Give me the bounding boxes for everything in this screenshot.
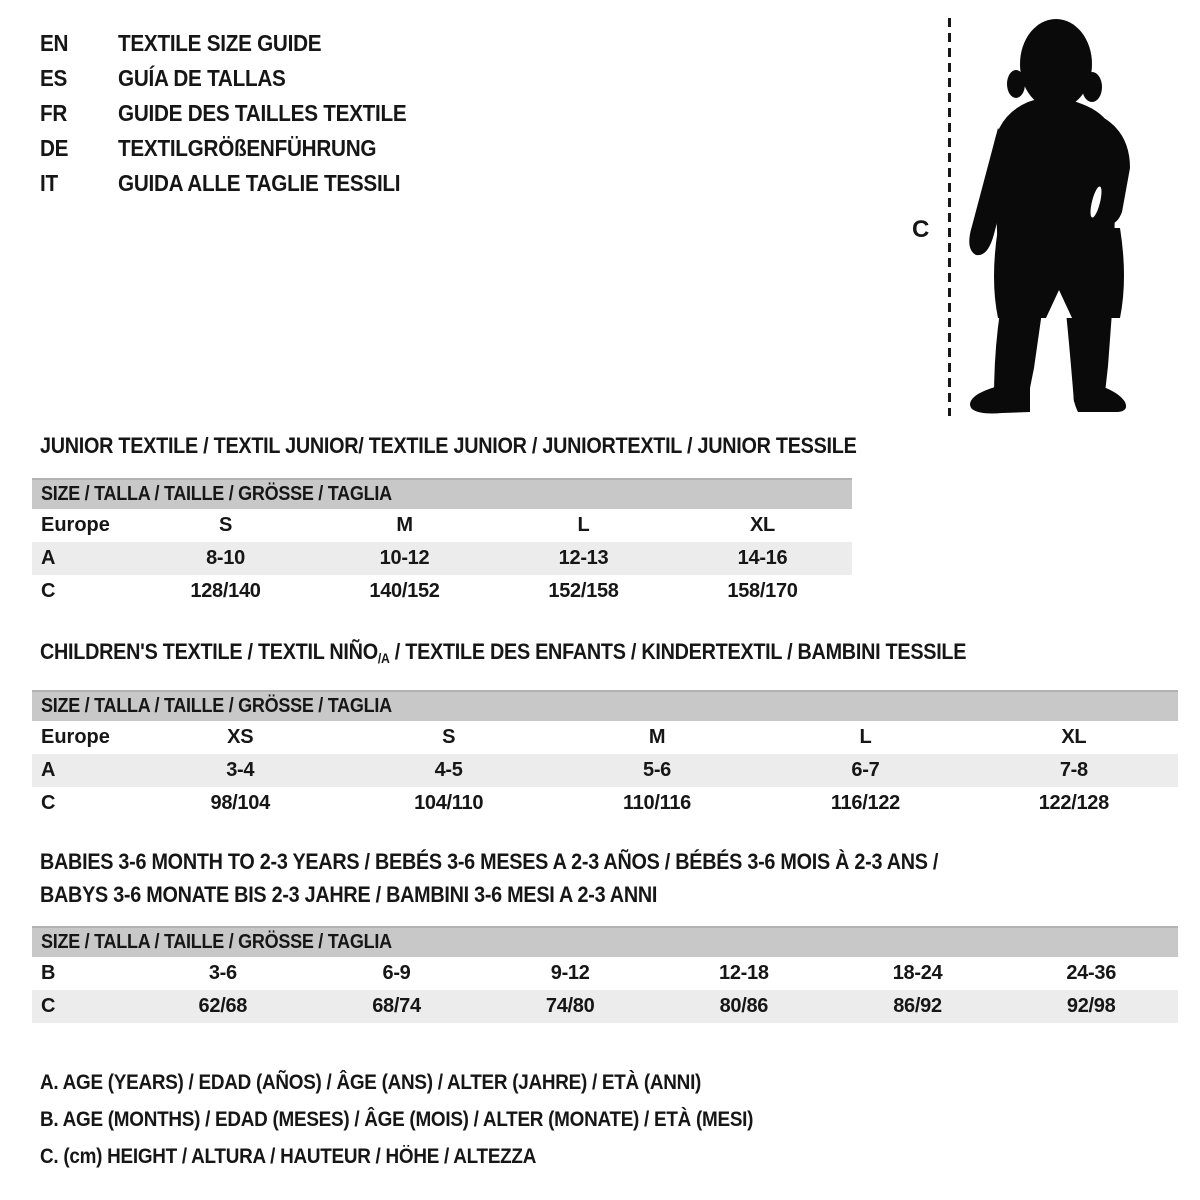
children-table-rows xyxy=(32,721,1178,820)
height-c-label: C xyxy=(912,216,930,243)
size-cell: 7-8 xyxy=(1059,759,1088,781)
size-cell: 128/140 xyxy=(190,580,261,602)
row-label: A xyxy=(41,759,56,781)
size-cell: 10-12 xyxy=(379,547,430,569)
babies-title-line-2-text: BABYS 3-6 MONATE BIS 2-3 JAHRE / BAMBINI 3-6 MESI A 2-3 ANNI xyxy=(40,882,658,907)
size-cell: 4-5 xyxy=(434,759,463,781)
language-title: GUIDA ALLE TAGLIE TESSILI xyxy=(118,170,401,196)
size-cell: 86/92 xyxy=(893,995,942,1017)
legend-line-a-text: A. AGE (YEARS) / EDAD (AÑOS) / ÂGE (ANS) / ALTER (JAHRE) / ETÀ (ANNI) xyxy=(40,1071,702,1094)
legend-line-a xyxy=(40,1064,832,1101)
language-row xyxy=(40,96,439,131)
table-row xyxy=(32,542,852,575)
size-cell: 158/170 xyxy=(727,580,798,602)
babies-size-header-bar xyxy=(32,926,1178,957)
size-cell: XS xyxy=(227,726,254,748)
table-row xyxy=(32,787,1178,820)
children-section-title xyxy=(40,639,1069,666)
row-label: C xyxy=(41,792,56,814)
children-size-header-bar xyxy=(32,690,1178,721)
size-cell: L xyxy=(859,726,872,748)
size-cell: 98/104 xyxy=(210,792,270,814)
table-row xyxy=(32,754,1178,787)
size-cell: 140/152 xyxy=(369,580,440,602)
babies-title-line-1 xyxy=(40,845,1038,878)
legend-line-b xyxy=(40,1101,832,1138)
size-header-text: SIZE / TALLA / TAILLE / GRÖSSE / TAGLIA xyxy=(41,483,392,505)
legend xyxy=(40,1064,832,1175)
size-cell: 152/158 xyxy=(548,580,619,602)
children-size-table xyxy=(32,690,1178,820)
row-label: C xyxy=(41,580,56,602)
size-cell: 110/116 xyxy=(623,792,692,814)
size-cell: 122/128 xyxy=(1038,792,1109,814)
children-title-suffix: / TEXTILE DES ENFANTS / KINDERTEXTIL / BAMBINI TESSILE xyxy=(389,639,967,664)
junior-size-header-bar xyxy=(32,478,852,509)
row-label: Europe xyxy=(41,514,110,536)
size-cell: 62/68 xyxy=(198,995,248,1017)
size-cell: 12-13 xyxy=(558,547,609,569)
size-cell: 3-6 xyxy=(208,962,237,984)
language-title: TEXTILE SIZE GUIDE xyxy=(118,30,322,56)
size-cell: XL xyxy=(750,514,775,536)
size-cell: 116/122 xyxy=(830,792,900,814)
size-header-text: SIZE / TALLA / TAILLE / GRÖSSE / TAGLIA xyxy=(41,931,392,953)
row-label: A xyxy=(41,547,56,569)
height-measure-dashed-line xyxy=(948,18,951,416)
language-code: ES xyxy=(40,65,68,91)
size-cell: M xyxy=(396,514,413,536)
row-label: C xyxy=(41,995,56,1017)
language-row xyxy=(40,26,439,61)
language-row xyxy=(40,166,439,201)
babies-title-line-2 xyxy=(40,878,1038,911)
language-code: EN xyxy=(40,30,69,56)
table-row xyxy=(32,575,852,608)
children-title-subscript: /A xyxy=(377,650,390,666)
babies-section-title xyxy=(40,845,1038,911)
language-row xyxy=(40,61,439,96)
language-title: GUIDE DES TAILLES TEXTILE xyxy=(118,100,407,126)
size-cell: 92/98 xyxy=(1066,995,1116,1017)
babies-title-line-1-text: BABIES 3-6 MONTH TO 2-3 YEARS / BEBÉS 3-6 MESES A 2-3 AÑOS / BÉBÉS 3-6 MOIS À 2-3 ANS / xyxy=(40,849,939,874)
size-cell: 68/74 xyxy=(372,995,421,1017)
size-cell: 24-36 xyxy=(1066,962,1117,984)
size-cell: XL xyxy=(1061,726,1087,748)
table-row xyxy=(32,721,1178,754)
toddler-silhouette-icon xyxy=(962,16,1146,418)
language-list xyxy=(40,26,439,201)
junior-table-rows xyxy=(32,509,852,608)
language-code: DE xyxy=(40,135,69,161)
junior-section-title-text: JUNIOR TEXTILE / TEXTIL JUNIOR/ TEXTILE JUNIOR / JUNIORTEXTIL / JUNIOR TESSILE xyxy=(40,433,857,458)
language-title: GUÍA DE TALLAS xyxy=(118,65,286,91)
language-row xyxy=(40,131,439,166)
legend-line-b-text: B. AGE (MONTHS) / EDAD (MESES) / ÂGE (MOIS) / ALTER (MONATE) / ETÀ (MESI) xyxy=(40,1108,754,1131)
junior-section-title xyxy=(40,433,947,459)
row-label: B xyxy=(41,962,56,984)
size-cell: 8-10 xyxy=(206,547,245,569)
table-row xyxy=(32,990,1178,1023)
legend-line-c xyxy=(40,1138,832,1175)
size-cell: 3-4 xyxy=(226,759,255,781)
babies-size-table xyxy=(32,926,1178,1023)
language-title: TEXTILGRÖßENFÜHRUNG xyxy=(118,135,377,161)
table-row xyxy=(32,509,852,542)
language-code: IT xyxy=(40,170,58,196)
size-cell: 80/86 xyxy=(719,995,769,1017)
language-code: FR xyxy=(40,100,68,126)
table-row xyxy=(32,957,1178,990)
size-cell: S xyxy=(442,726,456,748)
size-cell: M xyxy=(648,726,666,748)
children-title-prefix: CHILDREN'S TEXTILE / TEXTIL NIÑO xyxy=(40,639,378,664)
legend-line-c-text: C. (cm) HEIGHT / ALTURA / HAUTEUR / HÖHE / ALTEZZA xyxy=(40,1145,537,1168)
size-cell: 14-16 xyxy=(737,547,788,569)
size-cell: S xyxy=(218,514,233,536)
size-cell: 5-6 xyxy=(643,759,672,781)
size-cell: L xyxy=(577,514,590,536)
children-section-title-text xyxy=(40,639,966,666)
babies-table-rows xyxy=(32,957,1178,1023)
size-cell: 18-24 xyxy=(892,962,943,984)
size-cell: 6-7 xyxy=(851,759,880,781)
size-cell: 9-12 xyxy=(550,962,590,984)
row-label: Europe xyxy=(41,726,110,748)
junior-size-table xyxy=(32,478,852,608)
size-cell: 74/80 xyxy=(545,995,595,1017)
size-cell: 104/110 xyxy=(414,792,484,814)
size-cell: 12-18 xyxy=(719,962,769,984)
size-cell: 6-9 xyxy=(382,962,411,984)
size-header-text: SIZE / TALLA / TAILLE / GRÖSSE / TAGLIA xyxy=(41,695,392,717)
